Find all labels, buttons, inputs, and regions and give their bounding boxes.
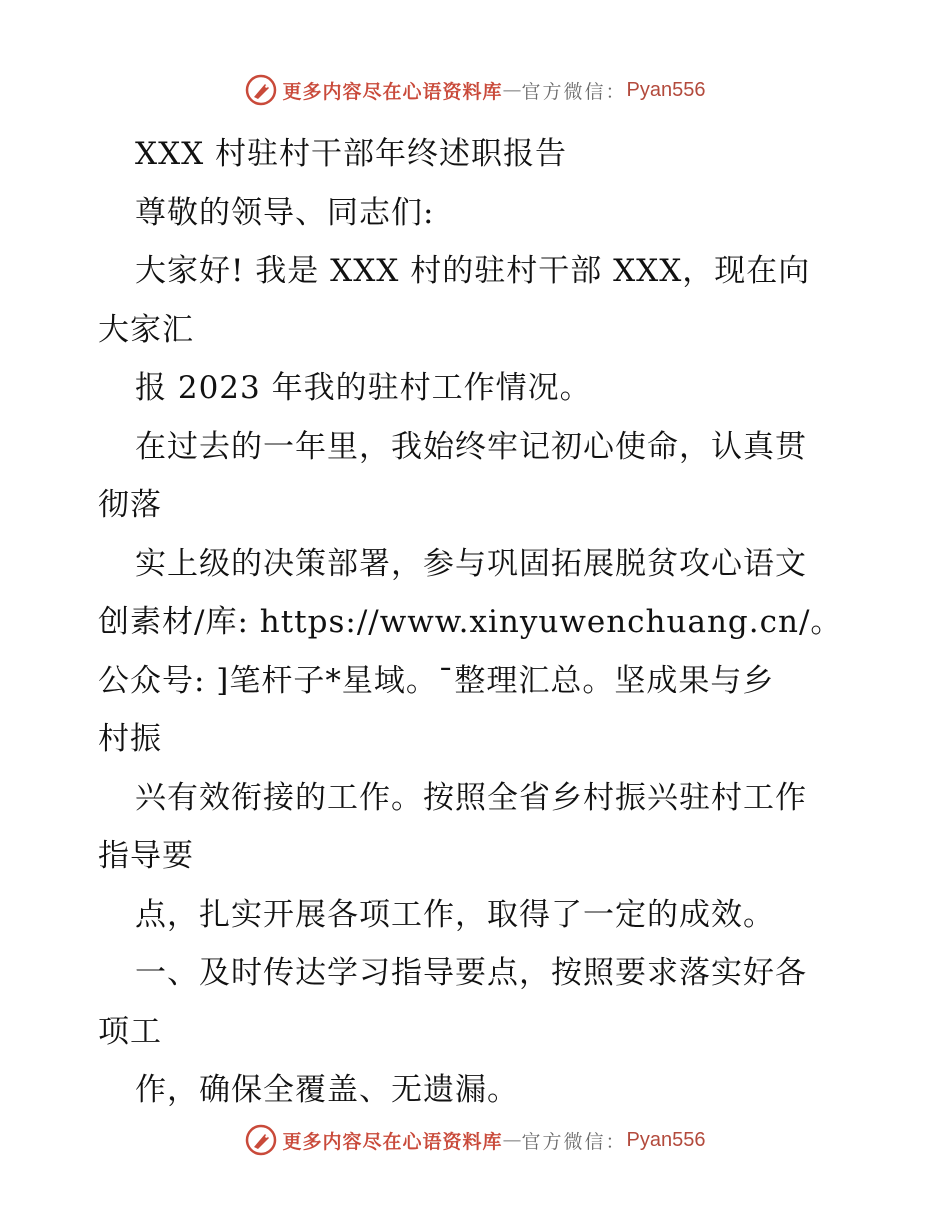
document-line: 村振: [98, 721, 162, 757]
banner-wechat-label: 官方微信：: [521, 1130, 627, 1153]
document-body: [98, 125, 858, 1120]
document-title: XXX 村驻村干部年终述职报告: [135, 136, 568, 172]
document-line: 大家好! 我是 XXX 村的驻村干部 XXX，现在向: [135, 253, 811, 289]
pen-nib-logo-icon: [245, 74, 277, 106]
banner-brand-text: 更多内容尽在心语资料库: [282, 80, 503, 103]
document-line: 实上级的决策部署，参与巩固拓展脱贫攻心语文: [135, 545, 807, 582]
banner-separator: —: [502, 1129, 522, 1151]
banner-wechat-handle: Pyan556: [626, 1128, 706, 1151]
document-line: 创素材/库: https://www.xinyuwenchuang.cn/。: [98, 604, 843, 640]
document-line: 点，扎实开展各项工作，取得了一定的成效。: [135, 896, 775, 933]
document-line: 在过去的一年里，我始终牢记初心使命，认真贯: [135, 428, 807, 465]
document-line: 兴有效衔接的工作。按照全省乡村振兴驻村工作: [135, 779, 807, 816]
banner-wechat-handle: Pyan556: [626, 78, 706, 101]
document-line: 大家汇: [98, 311, 194, 348]
document-line: 项工: [98, 1013, 162, 1050]
document-line: 公众号: ]笔杆子*星域。¯整理汇总。坚成果与乡: [98, 662, 775, 699]
document-line: 尊敬的领导、同志们:: [135, 194, 435, 231]
document-line: 报 2023 年我的驻村工作情况。: [135, 370, 592, 406]
banner-separator: —: [502, 79, 522, 101]
header-banner: [0, 70, 950, 110]
document-line: 一、及时传达学习指导要点，按照要求落实好各: [135, 955, 807, 991]
banner-brand-text: 更多内容尽在心语资料库: [282, 1130, 503, 1153]
document-line: 作，确保全覆盖、无遗漏。: [135, 1072, 519, 1108]
footer-banner: [0, 1120, 950, 1160]
document-line: 指导要: [98, 838, 194, 874]
banner-wechat-label: 官方微信：: [521, 80, 627, 103]
pen-nib-logo-icon: [245, 1124, 277, 1156]
document-line: 彻落: [98, 487, 162, 523]
